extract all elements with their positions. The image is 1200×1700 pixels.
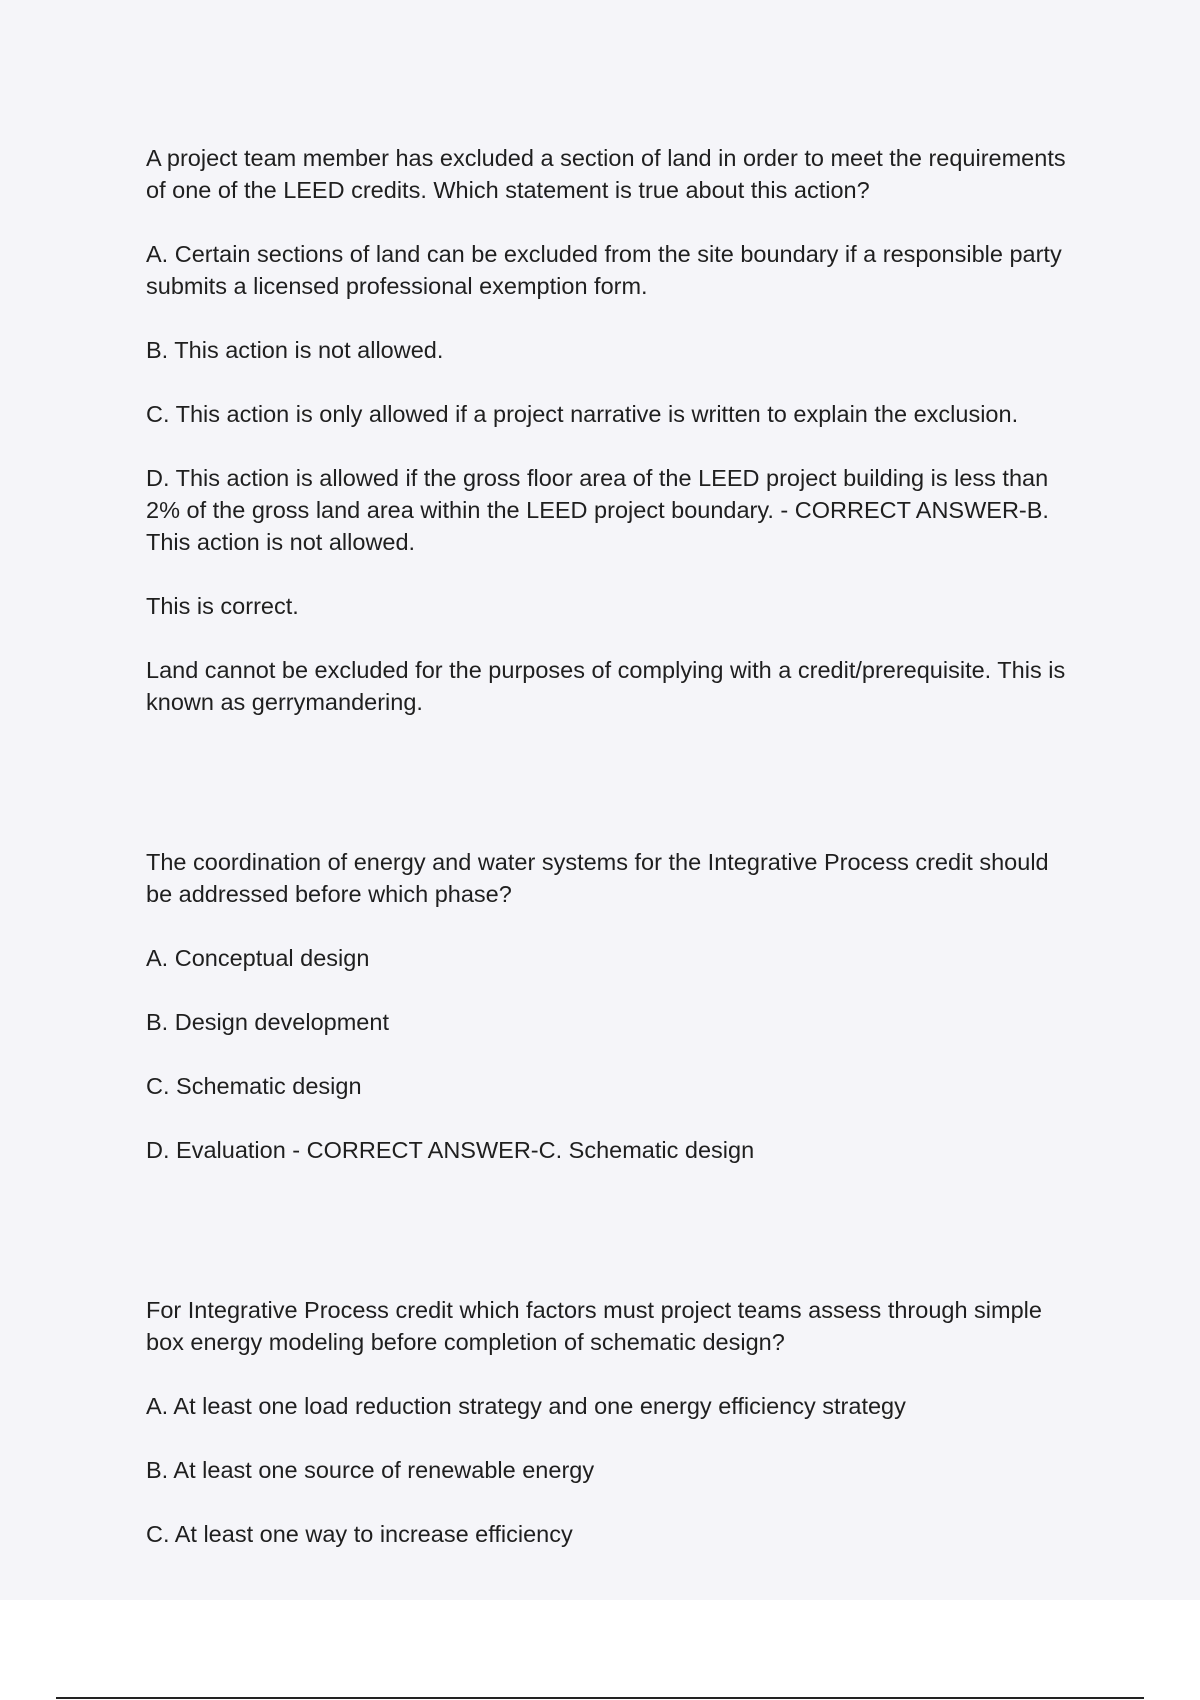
answer-option: C. This action is only allowed if a project narrative is written to explain the exclusion. bbox=[146, 401, 1019, 427]
answer-option: A. Certain sections of land can be excluded from the site boundary if a responsible party submits a licensed professional exemption form. bbox=[146, 241, 1062, 299]
answer-option: B. This action is not allowed. bbox=[146, 337, 444, 363]
question-prompt: For Integrative Process credit which factors must project teams assess through simple box energy modeling before completion of schematic design? bbox=[146, 1297, 1042, 1355]
explanation-text: Land cannot be excluded for the purposes of complying with a credit/prerequisite. This is known as gerrymandering. bbox=[146, 657, 1066, 715]
answer-option: D. Evaluation - CORRECT ANSWER-C. Schematic design bbox=[146, 1137, 755, 1163]
question-prompt: A project team member has excluded a section of land in order to meet the requirements of one of the LEED credits. Which statement is true about this action? bbox=[146, 145, 1066, 203]
answer-option: B. Design development bbox=[146, 1009, 389, 1035]
explanation-text: This is correct. bbox=[146, 593, 299, 619]
answer-option: B. At least one source of renewable energy bbox=[146, 1457, 595, 1483]
answer-option: C. At least one way to increase efficiency bbox=[146, 1521, 573, 1547]
footer-divider bbox=[56, 1697, 1144, 1699]
question-3 bbox=[146, 1294, 1066, 1550]
question-1 bbox=[146, 142, 1066, 718]
answer-option: A. At least one load reduction strategy and one energy efficiency strategy bbox=[146, 1393, 906, 1419]
document-content bbox=[146, 142, 1066, 1582]
answer-option: C. Schematic design bbox=[146, 1073, 362, 1099]
question-prompt: The coordination of energy and water systems for the Integrative Process credit should be addressed before which phase? bbox=[146, 849, 1049, 907]
answer-option: D. This action is allowed if the gross floor area of the LEED project building is less than 2% of the gross land area within the LEED project boundary. - CORRECT ANSWER-B. This action is not allowed. bbox=[146, 465, 1049, 555]
answer-option: A. Conceptual design bbox=[146, 945, 370, 971]
question-2 bbox=[146, 846, 1066, 1166]
